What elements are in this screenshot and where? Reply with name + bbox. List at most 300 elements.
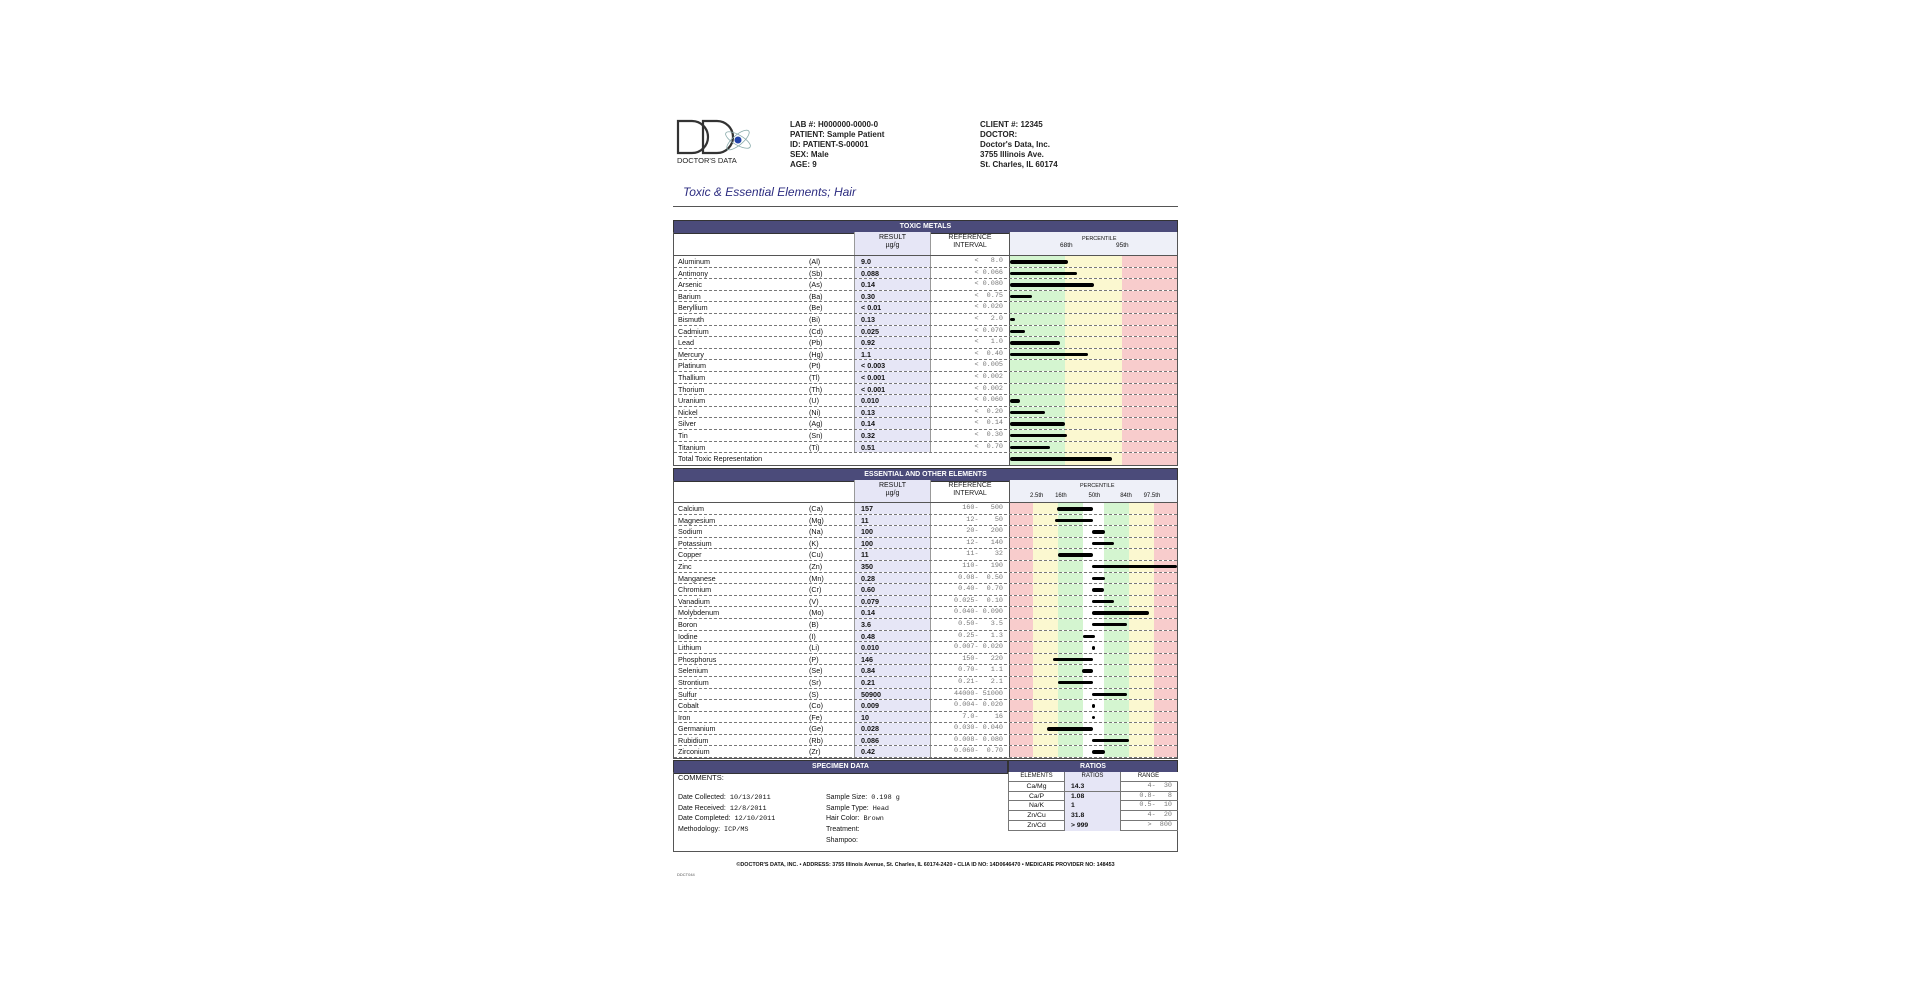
- element-symbol: (Na): [809, 527, 823, 537]
- percentile-header: PERCENTILE: [1080, 483, 1115, 489]
- element-symbol: (Tl): [809, 372, 820, 382]
- interval-header: INTERVAL: [953, 490, 987, 497]
- percentile-zone: [1058, 596, 1083, 607]
- percentile-zone: [1010, 712, 1033, 723]
- percentile-zone: [1010, 654, 1033, 665]
- percentile-chart: [1009, 573, 1177, 584]
- element-name: Iron: [678, 712, 691, 722]
- element-result: 0.21: [854, 677, 930, 688]
- element-name: Sulfur: [678, 689, 697, 699]
- specimen-field-label: Date Completed:: [678, 815, 731, 823]
- ratios-heading: RATIOS: [1008, 760, 1178, 774]
- essential-elements-table: [673, 480, 1178, 759]
- specimen-field-value: Brown: [863, 815, 884, 824]
- ratio-elements: Zn/Cu: [1008, 811, 1064, 821]
- logo-icon: [675, 118, 760, 166]
- ratio-value: 14.3: [1064, 782, 1120, 792]
- range-col-header: RANGE: [1120, 772, 1176, 782]
- percentile-chart: [1009, 665, 1177, 676]
- element-row: [674, 665, 1177, 677]
- percentile-zone: [1058, 584, 1083, 595]
- element-result: 0.28: [854, 573, 930, 584]
- element-symbol: (Ge): [809, 724, 824, 734]
- toxic-metals-table: [673, 232, 1178, 466]
- ratio-elements: Ca/Mg: [1008, 782, 1064, 792]
- reference-interval: < 0.005: [930, 360, 1009, 371]
- percentile-chart: [1009, 430, 1177, 441]
- element-symbol: (Sr): [809, 677, 821, 687]
- patient-age: AGE: 9: [790, 160, 817, 169]
- percentile-chart: [1009, 712, 1177, 723]
- percentile-zone: [1122, 279, 1177, 290]
- percentile-zone: [1104, 712, 1129, 723]
- specimen-field-value: Head: [872, 804, 890, 813]
- element-result: < 0.003: [854, 360, 930, 371]
- reference-interval: 0.008- 0.080: [930, 735, 1009, 746]
- reference-interval: 0.50- 3.5: [930, 619, 1009, 630]
- percentile-chart: [1009, 723, 1177, 734]
- element-result: 0.60: [854, 584, 930, 595]
- percentile-bar: [1010, 457, 1112, 461]
- element-result: 10: [854, 712, 930, 723]
- reference-interval: 150- 220: [930, 654, 1009, 665]
- element-name: Chromium: [678, 585, 712, 595]
- element-symbol: (B): [809, 619, 819, 629]
- essential-header-row: [674, 480, 1177, 503]
- reference-interval: < 1.0: [930, 337, 1009, 348]
- percentile-zone: [1058, 712, 1083, 723]
- percentile-zone: [1033, 735, 1058, 746]
- percentile-zone: [1010, 631, 1033, 642]
- percentile-zone: [1010, 314, 1065, 325]
- reference-interval: 0.21- 2.1: [930, 677, 1009, 688]
- element-row: [674, 268, 1177, 280]
- reference-interval: < 0.14: [930, 418, 1009, 429]
- specimen-field: [826, 793, 900, 804]
- percentile-zone: [1033, 631, 1058, 642]
- percentile-zone: [1010, 549, 1033, 560]
- percentile-bar: [1092, 623, 1127, 627]
- percentile-bar: [1092, 739, 1129, 743]
- element-symbol: (Be): [809, 303, 823, 313]
- ratio-row: [1008, 811, 1178, 821]
- element-symbol: (Zr): [809, 747, 821, 757]
- percentile-chart: [1009, 526, 1177, 537]
- percentile-chart: [1009, 549, 1177, 560]
- percentile-zone: [1058, 689, 1083, 700]
- percentile-zone: [1154, 735, 1177, 746]
- element-name: Zinc: [678, 561, 692, 571]
- element-name: Aluminum: [678, 257, 710, 266]
- percentile-zone: [1154, 538, 1177, 549]
- percentile-bar: [1010, 260, 1068, 264]
- element-name: Molybdenum: [678, 608, 720, 618]
- element-name: Sodium: [678, 527, 703, 537]
- percentile-zone: [1065, 291, 1122, 302]
- percentile-chart: [1009, 326, 1177, 337]
- element-row: [674, 561, 1177, 573]
- percentile-zone: [1104, 746, 1129, 757]
- ratio-range: 4- 30: [1120, 782, 1176, 792]
- percentile-zone: [1058, 607, 1083, 618]
- element-result: 0.009: [854, 700, 930, 711]
- element-result: 0.025: [854, 326, 930, 337]
- element-name: Germanium: [678, 724, 716, 734]
- percentile-zone: [1104, 700, 1129, 711]
- element-name: Manganese: [678, 573, 716, 583]
- percentile-chart: [1009, 538, 1177, 549]
- specimen-field-label: Sample Type:: [826, 804, 869, 812]
- percentile-chart: [1009, 746, 1177, 757]
- percentile-chart: [1009, 442, 1177, 453]
- percentile-zone: [1010, 503, 1033, 514]
- percentile-zone: [1033, 700, 1058, 711]
- percentile-zone: [1129, 746, 1154, 757]
- element-row: [674, 302, 1177, 314]
- specimen-field-label: Date Received:: [678, 804, 726, 812]
- percentile-zone: [1154, 596, 1177, 607]
- percentile-zone: [1058, 631, 1083, 642]
- percentile-chart: [1009, 372, 1177, 383]
- element-result: 1.1: [854, 349, 930, 360]
- element-row: [674, 418, 1177, 430]
- client-info: [980, 120, 1058, 170]
- element-symbol: (Cd): [809, 326, 823, 336]
- percentile-zone: [1033, 712, 1058, 723]
- element-result: 9.0: [854, 256, 930, 267]
- percentile-chart: [1009, 654, 1177, 665]
- element-name: Thallium: [678, 372, 706, 382]
- specimen-field: [678, 814, 775, 825]
- element-result: 11: [854, 515, 930, 526]
- reference-interval: 0.25- 1.3: [930, 631, 1009, 642]
- element-name: Beryllium: [678, 303, 708, 313]
- percentile-zone: [1033, 677, 1058, 688]
- element-row: [674, 384, 1177, 396]
- element-row: [674, 326, 1177, 338]
- specimen-field-value: 10/13/2011: [729, 794, 771, 802]
- percentile-zone: [1058, 665, 1083, 676]
- result-header: RESULT: [878, 234, 907, 241]
- percentile-zone: [1154, 746, 1177, 757]
- percentile-chart: [1009, 407, 1177, 418]
- percentile-zone: [1154, 584, 1177, 595]
- percentile-bar: [1010, 295, 1032, 299]
- percentile-chart: [1009, 584, 1177, 595]
- specimen-field: [826, 836, 900, 847]
- element-symbol: (Cu): [809, 550, 823, 560]
- specimen-field-label: Shampoo:: [826, 836, 858, 844]
- element-result: 50900: [854, 689, 930, 700]
- percentile-bar: [1055, 519, 1093, 523]
- reference-interval: 20- 200: [930, 526, 1009, 537]
- element-name: Lithium: [678, 643, 702, 653]
- element-name: Cadmium: [678, 326, 709, 336]
- percentile-zone: [1129, 573, 1154, 584]
- percentile-zone: [1129, 596, 1154, 607]
- percentile-zone: [1033, 538, 1058, 549]
- element-name: Platinum: [678, 361, 706, 371]
- element-row: [674, 291, 1177, 303]
- element-result: 0.30: [854, 291, 930, 302]
- ratio-row: [1008, 782, 1178, 792]
- element-name: Nickel: [678, 407, 698, 417]
- ratio-value: 1.08: [1064, 792, 1120, 802]
- percentile-zone: [1033, 607, 1058, 618]
- element-result: 350: [854, 561, 930, 572]
- element-result: 0.028: [854, 723, 930, 734]
- specimen-field-label: Treatment:: [826, 826, 860, 834]
- element-symbol: (Sn): [809, 430, 823, 440]
- percentile-zone: [1104, 549, 1129, 560]
- percentile-zone: [1129, 526, 1154, 537]
- percentile-zone: [1122, 256, 1177, 267]
- percentile-zone: [1058, 746, 1083, 757]
- percentile-chart: [1009, 256, 1177, 267]
- reference-interval: 0.040- 0.090: [930, 607, 1009, 618]
- element-row: [674, 538, 1177, 550]
- reference-interval: 0.70- 1.1: [930, 665, 1009, 676]
- ratio-range: 0.8- 8: [1120, 792, 1176, 802]
- percentile-bar: [1058, 553, 1093, 557]
- percentile-zone: [1010, 677, 1033, 688]
- percentile-zone: [1058, 526, 1083, 537]
- percentile-zone: [1122, 291, 1177, 302]
- unit-label: µg/g: [885, 490, 900, 497]
- element-symbol: (Al): [809, 257, 821, 266]
- element-symbol: (P): [809, 654, 819, 664]
- element-row: [674, 654, 1177, 666]
- percentile-zone: [1154, 642, 1177, 653]
- percentile-zone: [1129, 619, 1154, 630]
- percentile-zone: [1154, 503, 1177, 514]
- percentile-zone: [1129, 538, 1154, 549]
- percentile-zone: [1033, 689, 1058, 700]
- reference-interval: < 0.70: [930, 442, 1009, 453]
- element-symbol: (Se): [809, 666, 823, 676]
- total-toxic-label: Total Toxic Representation: [678, 454, 763, 464]
- percentile-zone: [1010, 735, 1033, 746]
- element-name: Antimony: [678, 268, 708, 278]
- specimen-box: [673, 772, 1178, 852]
- percentile-bar: [1083, 635, 1095, 639]
- element-name: Uranium: [678, 396, 706, 406]
- element-row: [674, 642, 1177, 654]
- element-row: [674, 360, 1177, 372]
- ratio-range: 4- 20: [1120, 811, 1176, 821]
- element-symbol: (Mg): [809, 515, 824, 525]
- percentile-bar: [1092, 646, 1095, 650]
- element-symbol: (I): [809, 631, 816, 641]
- element-row: [674, 372, 1177, 384]
- percentile-zone: [1010, 619, 1033, 630]
- percentile-zone: [1154, 515, 1177, 526]
- reference-interval: < 0.080: [930, 279, 1009, 290]
- reference-interval: < 0.40: [930, 349, 1009, 360]
- percentile-zone: [1065, 395, 1122, 406]
- element-row: [674, 631, 1177, 643]
- percentile-zone: [1154, 654, 1177, 665]
- ratio-elements: Ca/P: [1008, 792, 1064, 802]
- element-symbol: (Ag): [809, 419, 823, 429]
- percentile-zone: [1010, 665, 1033, 676]
- specimen-field-label: Date Collected:: [678, 794, 726, 801]
- percentile-chart: [1009, 360, 1177, 371]
- element-name: Titanium: [678, 442, 706, 452]
- doctors-data-logo: [675, 118, 760, 166]
- essential-elements-heading: ESSENTIAL AND OTHER ELEMENTS: [673, 468, 1178, 482]
- ratio-elements: Na/K: [1008, 801, 1064, 811]
- percentile-bar: [1092, 542, 1114, 546]
- element-row: [674, 314, 1177, 326]
- percentile-chart: [1009, 642, 1177, 653]
- percentile-zone: [1154, 573, 1177, 584]
- unit-label: µg/g: [885, 242, 900, 249]
- percentile-zone: [1104, 677, 1129, 688]
- reference-interval: 11- 32: [930, 549, 1009, 560]
- specimen-field-label: Methodology:: [678, 826, 721, 834]
- patient-sex: SEX: Male: [790, 150, 829, 159]
- percentile-bar: [1092, 588, 1104, 592]
- percentile-zone: [1129, 503, 1154, 514]
- percentile-zone: [1058, 538, 1083, 549]
- percentile-chart: [1009, 677, 1177, 688]
- patient-info: [790, 120, 884, 170]
- percentile-zone: [1129, 654, 1154, 665]
- percentile-chart: [1009, 619, 1177, 630]
- element-name: Tin: [678, 430, 688, 440]
- percentile-chart: [1009, 268, 1177, 279]
- element-symbol: (Ca): [809, 504, 823, 513]
- toxic-metals-heading: TOXIC METALS: [673, 220, 1178, 234]
- percentile-zone: [1129, 712, 1154, 723]
- percentile-tick-label: 84th: [1120, 493, 1132, 499]
- reference-interval: < 0.30: [930, 430, 1009, 441]
- comments-label: COMMENTS:: [678, 773, 724, 782]
- element-symbol: (V): [809, 596, 819, 606]
- percentile-zone: [1065, 256, 1122, 267]
- percentile-chart: [1009, 735, 1177, 746]
- element-row: [674, 723, 1177, 735]
- percentile-bar: [1010, 341, 1060, 345]
- element-result: < 0.01: [854, 302, 930, 313]
- reference-interval: 0.025- 0.10: [930, 596, 1009, 607]
- percentile-bar: [1010, 283, 1094, 287]
- ratio-elements: Zn/Cd: [1008, 821, 1064, 831]
- percentile-zone: [1065, 314, 1122, 325]
- title-divider: [673, 206, 1178, 207]
- reference-interval: < 0.070: [930, 326, 1009, 337]
- percentile-zone: [1122, 302, 1177, 313]
- element-result: 100: [854, 538, 930, 549]
- percentile-zone: [1129, 735, 1154, 746]
- element-symbol: (Co): [809, 701, 823, 711]
- specimen-field: [678, 793, 775, 804]
- percentile-zone: [1033, 619, 1058, 630]
- percentile-zone: [1154, 700, 1177, 711]
- percentile-zone: [1010, 596, 1033, 607]
- reference-interval: < 8.0: [930, 256, 1009, 267]
- percentile-zone: [1122, 337, 1177, 348]
- percentile-zone: [1122, 268, 1177, 279]
- percentile-95-label: 95th: [1116, 242, 1129, 249]
- percentile-zone: [1129, 515, 1154, 526]
- percentile-zone: [1065, 372, 1122, 383]
- element-name: Cobalt: [678, 701, 699, 711]
- percentile-zone: [1065, 442, 1122, 453]
- reference-interval: 0.40- 0.70: [930, 584, 1009, 595]
- percentile-zone: [1010, 372, 1065, 383]
- percentile-zone: [1122, 442, 1177, 453]
- ratio-value: > 999: [1064, 821, 1120, 831]
- percentile-zone: [1104, 654, 1129, 665]
- ratio-range: 0.5- 10: [1120, 801, 1176, 811]
- reference-interval: 0.030- 0.040: [930, 723, 1009, 734]
- percentile-zone: [1129, 549, 1154, 560]
- element-symbol: (Mo): [809, 608, 824, 618]
- element-row: [674, 746, 1177, 758]
- percentile-tick-label: 2.5th: [1030, 493, 1044, 499]
- percentile-zone: [1033, 526, 1058, 537]
- percentile-zone: [1065, 326, 1122, 337]
- element-name: Phosphorus: [678, 654, 717, 664]
- percentile-bar: [1092, 611, 1149, 615]
- percentile-68-label: 68th: [1060, 242, 1073, 249]
- percentile-zone: [1104, 723, 1129, 734]
- percentile-zone: [1122, 349, 1177, 360]
- reference-interval: < 0.75: [930, 291, 1009, 302]
- percentile-zone: [1033, 573, 1058, 584]
- element-symbol: (Fe): [809, 712, 823, 722]
- percentile-zone: [1154, 549, 1177, 560]
- percentile-zone: [1058, 573, 1083, 584]
- element-name: Mercury: [678, 349, 704, 359]
- reference-interval: 44000- 51000: [930, 689, 1009, 700]
- percentile-zone: [1154, 665, 1177, 676]
- percentile-zone: [1058, 561, 1083, 572]
- percentile-zone: [1065, 337, 1122, 348]
- percentile-zone: [1122, 326, 1177, 337]
- percentile-zone: [1154, 526, 1177, 537]
- percentile-zone: [1122, 430, 1177, 441]
- element-name: Strontium: [678, 677, 709, 687]
- element-name: Vanadium: [678, 596, 710, 606]
- percentile-chart: [1009, 337, 1177, 348]
- reference-interval: < 2.0: [930, 314, 1009, 325]
- percentile-bar: [1010, 422, 1065, 426]
- element-result: < 0.001: [854, 384, 930, 395]
- percentile-zone: [1033, 665, 1058, 676]
- element-result: 0.48: [854, 631, 930, 642]
- ratio-value: 31.8: [1064, 811, 1120, 821]
- reference-interval: < 0.002: [930, 384, 1009, 395]
- specimen-field-value: 12/10/2011: [734, 815, 776, 824]
- percentile-bar: [1010, 434, 1067, 438]
- element-symbol: (Ti): [809, 442, 820, 452]
- ratios-table: [1008, 772, 1178, 831]
- percentile-zone: [1010, 746, 1033, 757]
- ratio-row: [1008, 821, 1178, 831]
- percentile-zone: [1122, 372, 1177, 383]
- element-symbol: (Cr): [809, 585, 822, 595]
- result-header: RESULT: [878, 482, 907, 489]
- element-symbol: (Sb): [809, 268, 823, 278]
- percentile-zone: [1122, 384, 1177, 395]
- total-toxic-row: [674, 453, 1177, 465]
- percentile-zone: [1058, 700, 1083, 711]
- percentile-zone: [1129, 642, 1154, 653]
- percentile-zone: [1154, 619, 1177, 630]
